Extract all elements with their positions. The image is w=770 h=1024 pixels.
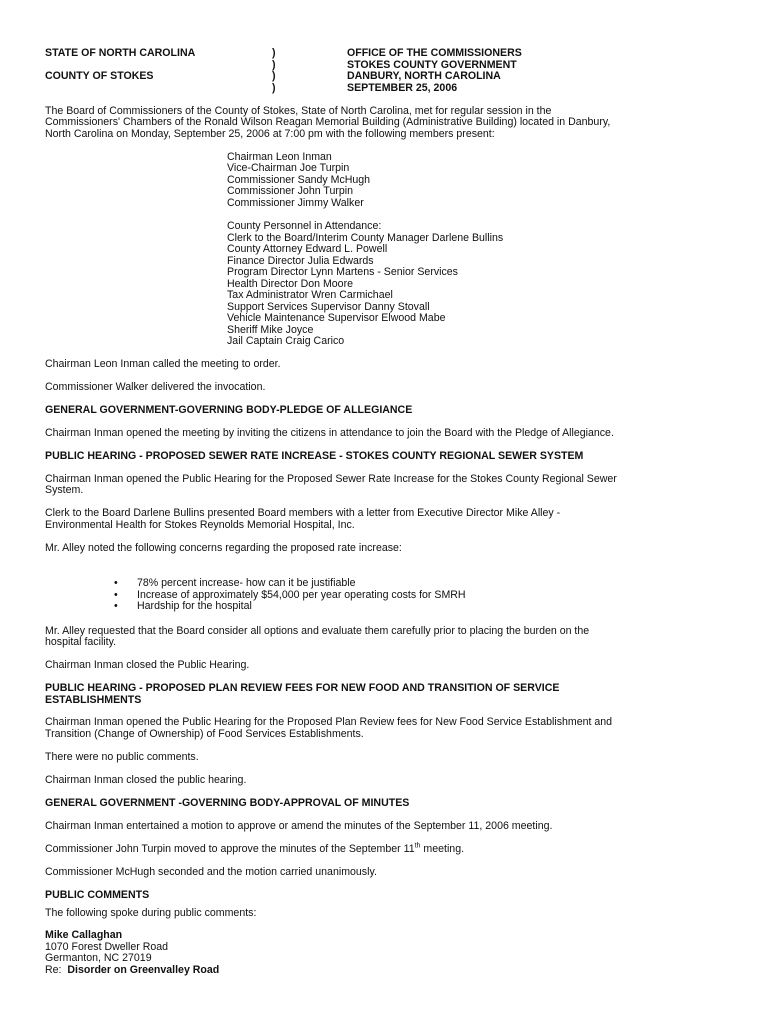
section-heading-pledge: GENERAL GOVERNMENT-GOVERNING BODY-PLEDGE OF ALLEGIANCE	[45, 404, 413, 416]
personnel-heading: County Personnel in Attendance:	[227, 220, 382, 232]
member-item: Chairman Leon Inman	[227, 151, 332, 163]
member-item: Commissioner Jimmy Walker	[227, 197, 364, 209]
personnel-item: Support Services Supervisor Danny Stovall	[227, 301, 430, 313]
section-heading-public-comments: PUBLIC COMMENTS	[45, 889, 150, 901]
paragraph-mchugh-second: Commissioner McHugh seconded and the motion carried unanimously.	[45, 866, 377, 878]
speaker-address: Germanton, NC 27019	[45, 952, 152, 964]
personnel-item: Jail Captain Craig Carico	[227, 335, 345, 347]
personnel-item: Vehicle Maintenance Supervisor Elwood Mabe	[227, 312, 446, 324]
paragraph-no-comments: There were no public comments.	[45, 751, 199, 763]
bullet-dot: •	[114, 589, 118, 601]
header-paren: )	[272, 70, 276, 82]
paragraph-sewer-open: Chairman Inman opened the Public Hearing for the Proposed Sewer Rate Increase for the Stokes County Regional Sewer	[45, 473, 617, 485]
member-item: Commissioner Sandy McHugh	[227, 174, 371, 186]
section-heading-food: PUBLIC HEARING - PROPOSED PLAN REVIEW FEES FOR NEW FOOD AND TRANSITION OF SERVICE	[45, 682, 560, 694]
paragraph-pledge: Chairman Inman opened the meeting by inviting the citizens in attendance to join the Board with the Pledge of Allegiance.	[45, 427, 614, 439]
personnel-item: Program Director Lynn Martens - Senior Services	[227, 266, 458, 278]
header-date: SEPTEMBER 25, 2006	[347, 82, 458, 94]
bullet-dot: •	[114, 600, 118, 612]
section-heading-food: ESTABLISHMENTS	[45, 694, 142, 706]
turpin-text: Commissioner John Turpin moved to approve the minutes of the September 11	[45, 843, 415, 855]
section-heading-minutes: GENERAL GOVERNMENT -GOVERNING BODY-APPROVAL OF MINUTES	[45, 797, 410, 809]
paragraph-alley-request: Mr. Alley requested that the Board consider all options and evaluate them carefully prior to placing the burden on the	[45, 625, 590, 637]
bullet-item: 78% percent increase- how can it be justifiable	[137, 577, 356, 589]
header-county: COUNTY OF STOKES	[45, 70, 154, 82]
paragraph-closed-hearing: Chairman Inman closed the Public Hearing.	[45, 659, 250, 671]
header-government: STOKES COUNTY GOVERNMENT	[347, 59, 517, 71]
personnel-item: Finance Director Julia Edwards	[227, 255, 374, 267]
personnel-item: County Attorney Edward L. Powell	[227, 243, 388, 255]
personnel-item: Health Director Don Moore	[227, 278, 353, 290]
personnel-item: Tax Administrator Wren Carmichael	[227, 289, 393, 301]
paragraph-public-intro: The following spoke during public comments:	[45, 907, 257, 919]
header-paren: )	[272, 59, 276, 71]
speaker-address: 1070 Forest Dweller Road	[45, 941, 169, 953]
header-location: DANBURY, NORTH CAROLINA	[347, 70, 501, 82]
paragraph-call-to-order: Chairman Leon Inman called the meeting to order.	[45, 358, 281, 370]
bullet-dot: •	[114, 577, 118, 589]
superscript-ordinal: th	[414, 842, 421, 850]
intro-line: The Board of Commissioners of the County of Stokes, State of North Carolina, met for regular session in the	[45, 105, 552, 117]
header-office: OFFICE OF THE COMMISSIONERS	[347, 47, 522, 59]
paragraph-clerk: Environmental Health for Stokes Reynolds Memorial Hospital, Inc.	[45, 519, 355, 531]
paragraph-invocation: Commissioner Walker delivered the invocation.	[45, 381, 266, 393]
member-item: Commissioner John Turpin	[227, 185, 353, 197]
paragraph-minutes-motion: Chairman Inman entertained a motion to approve or amend the minutes of the September 11, 2006 meeting.	[45, 820, 553, 832]
personnel-item: Clerk to the Board/Interim County Manager Darlene Bullins	[227, 232, 504, 244]
re-subject: Disorder on Greenvalley Road	[67, 964, 220, 976]
paragraph-closed-hearing: Chairman Inman closed the public hearing.	[45, 774, 247, 786]
paragraph-sewer-open: System.	[45, 484, 84, 496]
intro-line: Commissioners' Chambers of the Ronald Wilson Reagan Memorial Building (Administrative Building) located in Danbury,	[45, 116, 611, 128]
header-state: STATE OF NORTH CAROLINA	[45, 47, 196, 59]
re-label: Re:	[45, 964, 68, 976]
paragraph-alley-noted: Mr. Alley noted the following concerns regarding the proposed rate increase:	[45, 542, 402, 554]
paragraph-clerk: Clerk to the Board Darlene Bullins presented Board members with a letter from Executive Director Mike Alley -	[45, 507, 561, 519]
speaker-name: Mike Callaghan	[45, 929, 123, 941]
paragraph-turpin-motion	[45, 844, 464, 855]
bullet-item: Hardship for the hospital	[137, 600, 252, 612]
member-item: Vice-Chairman Joe Turpin	[227, 162, 350, 174]
bullet-item: Increase of approximately $54,000 per year operating costs for SMRH	[137, 589, 466, 601]
paragraph-food-open: Chairman Inman opened the Public Hearing for the Proposed Plan Review fees for New Food Service Establishment and	[45, 716, 613, 728]
header-paren: )	[272, 47, 276, 59]
turpin-text-end: meeting.	[420, 843, 465, 855]
section-heading-sewer: PUBLIC HEARING - PROPOSED SEWER RATE INCREASE - STOKES COUNTY REGIONAL SEWER SYSTEM	[45, 450, 584, 462]
header-paren: )	[272, 82, 276, 94]
paragraph-alley-request: hospital facility.	[45, 636, 117, 648]
personnel-item: Sheriff Mike Joyce	[227, 324, 314, 336]
paragraph-food-open: Transition (Change of Ownership) of Food Services Establishments.	[45, 728, 364, 740]
intro-line: North Carolina on Monday, September 25, 2006 at 7:00 pm with the following members present:	[45, 128, 495, 140]
speaker-subject	[45, 965, 219, 976]
